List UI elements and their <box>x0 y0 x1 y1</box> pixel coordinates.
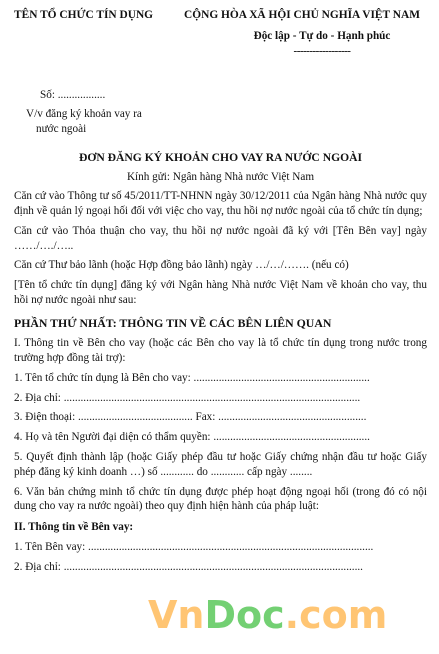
paragraph-legal-basis-1: Căn cứ vào Thông tư số 45/2011/TT-NHNN ngày 30/12/2011 của Ngân hàng Nhà nước quy định về quản lý ngoại hối đối với việc cho vay, thu hồi nợ nước ngoài của tổ chức tín dụng; <box>14 190 427 218</box>
lender-item-2: 2. Địa chỉ: .......................................................................................................... <box>14 391 361 404</box>
motto: Độc lập - Tự do - Hạnh phúc <box>253 30 391 43</box>
lender-intro: I. Thông tin về Bên cho vay (hoặc các Bên cho vay là tổ chức tín dụng trong nước trong trường hợp đồng tài trợ): <box>14 337 427 365</box>
borrower-item-1: 1. Tên Bên vay: ...................................................................................................... <box>14 540 374 553</box>
document-title: ĐƠN ĐĂNG KÝ KHOẢN CHO VAY RA NƯỚC NGOÀI <box>79 151 362 165</box>
document-header <box>14 6 427 58</box>
subject-line-2: nước ngoài <box>36 122 87 135</box>
borrower-heading: II. Thông tin về Bên vay: <box>14 521 134 534</box>
national-heading <box>177 6 427 58</box>
reference-number: Số: ................. <box>40 89 106 102</box>
org-name: TÊN TỔ CHỨC TÍN DỤNG <box>14 9 154 21</box>
vndoc-watermark-logo: VnDoc.com <box>148 593 388 637</box>
lender-item-4: 4. Họ và tên Người đại diện có thẩm quyền: ........................................................ <box>14 431 370 444</box>
paragraph-legal-basis-3: Căn cứ Thư bảo lãnh (hoặc Hợp đồng bảo lãnh) ngày …/…/……. (nếu có) <box>14 259 349 272</box>
nation-name: CỘNG HÒA XÃ HỘI CHỦ NGHĨA VIỆT NAM <box>184 9 420 21</box>
subject-block <box>26 107 166 136</box>
reference-block <box>14 88 427 136</box>
lender-item-1: 1. Tên tổ chức tín dụng là Bên cho vay: ............................................................... <box>14 371 370 384</box>
paragraph-registration: [Tên tổ chức tín dụng] đăng ký với Ngân hàng Nhà nước Việt Nam về khoản cho vay, thu hồi nợ nước ngoài như sau: <box>14 279 427 307</box>
borrower-item-2: 2. Địa chỉ: ........................................................................................................... <box>14 560 363 573</box>
recipient: Kính gửi: Ngân hàng Nhà nước Việt Nam <box>126 170 315 183</box>
subject-line-1: V/v đăng ký khoản vay ra <box>26 108 142 121</box>
motto-rule: ------------------ <box>293 44 351 57</box>
lender-item-6: 6. Văn bản chứng minh tổ chức tín dụng được phép hoạt động ngoại hối (trong đó có nội dung cho vay ra nước ngoài) theo quy định hiện hành của pháp luật: <box>14 485 427 513</box>
lender-item-3: 3. Điện thoại: ......................................... Fax: ..................................................... <box>14 411 367 424</box>
paragraph-legal-basis-2: Căn cứ vào Thỏa thuận cho vay, thu hồi nợ nước ngoài đã ký với [Tên Bên vay] ngày ……/…./….. <box>14 224 427 252</box>
lender-item-5: 5. Quyết định thành lập (hoặc Giấy phép đầu tư hoặc Giấy chứng nhận đầu tư hoặc Giấy phép đăng ký kinh doanh …) số ............ do ............ cấp ngày ........ <box>14 451 427 478</box>
section-heading: PHẦN THỨ NHẤT: THÔNG TIN VỀ CÁC BÊN LIÊN QUAN <box>14 315 332 330</box>
